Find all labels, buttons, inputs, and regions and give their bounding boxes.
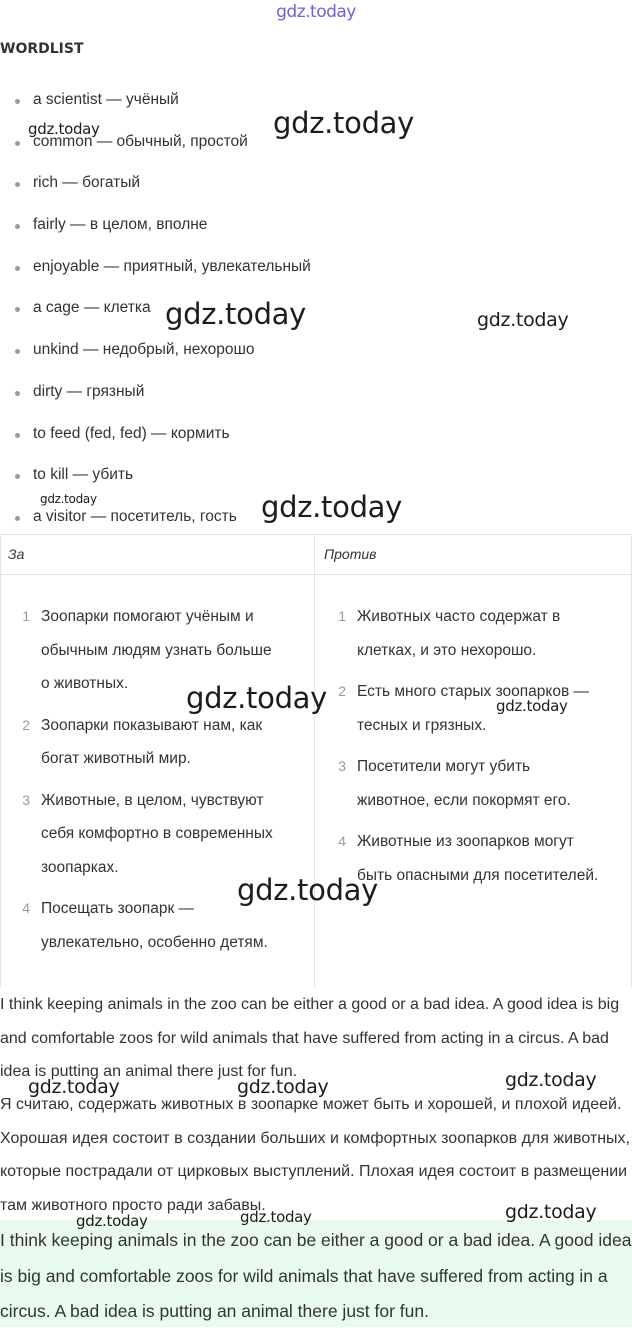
- watermark: gdz.today: [186, 681, 328, 715]
- wordlist-item-text: to kill — убить: [33, 466, 134, 484]
- wordlist-item: [0, 213, 400, 255]
- watermark: gdz.today: [28, 1076, 120, 1098]
- bullet-icon: [15, 224, 20, 229]
- wordlist-item-text: to feed (fed, fed) — кормить: [33, 424, 230, 442]
- wordlist-item-text: dirty — грязный: [33, 382, 145, 400]
- watermark: gdz.today: [165, 297, 307, 331]
- watermark: gdz.today: [76, 1212, 148, 1230]
- watermark: gdz.today: [496, 697, 568, 715]
- cons-header: Против: [324, 546, 377, 562]
- item-number: 3: [22, 791, 30, 808]
- wordlist-item-text: enjoyable — приятный, увлекательный: [33, 257, 311, 275]
- watermark: gdz.today: [240, 1208, 312, 1226]
- wordlist-item: [0, 171, 400, 213]
- watermark: gdz.today: [505, 1201, 597, 1223]
- watermark: gdz.today: [505, 1069, 597, 1091]
- bullet-icon: [15, 349, 20, 354]
- watermark: gdz.today: [237, 873, 379, 907]
- cons-item-line: Посетители могут убить: [357, 758, 531, 775]
- cons-item: [332, 675, 630, 742]
- cons-item-line: клетках, и это нехорошо.: [357, 641, 537, 659]
- cons-item-line: животное, если покормят его.: [357, 791, 571, 809]
- wordlist-item: [0, 422, 400, 464]
- table-header-divider: [0, 574, 632, 575]
- item-number: 1: [22, 608, 30, 624]
- pros-header: За: [8, 546, 25, 562]
- wordlist-item-text: rich — богатый: [33, 174, 141, 192]
- cons-item-line: Животные из зоопарков могут: [357, 833, 574, 850]
- table-column-divider: [314, 534, 315, 988]
- pros-item-line: Животные, в целом, чувствуют: [41, 791, 264, 809]
- pros-item-line: увлекательно, особенно детям.: [41, 933, 268, 951]
- bullet-icon: [15, 307, 20, 312]
- wordlist-item: [0, 338, 400, 380]
- pros-cons-table: [0, 534, 632, 988]
- wordlist-item-text: fairly — в целом, вполне: [33, 216, 208, 234]
- wordlist-item: [0, 380, 400, 422]
- watermark: gdz.today: [273, 106, 415, 140]
- cons-list: [332, 600, 630, 892]
- cons-item: [332, 600, 630, 667]
- watermark: gdz.today: [40, 492, 97, 506]
- pros-item-line: обычным людям узнать больше: [41, 641, 272, 659]
- watermark: gdz.today: [477, 309, 569, 331]
- wordlist-item-text: a visitor — посетитель, гость: [33, 507, 237, 525]
- item-number: 3: [338, 758, 346, 774]
- bullet-icon: [15, 141, 20, 146]
- item-number: 1: [338, 608, 346, 624]
- item-number: 2: [338, 683, 346, 699]
- bullet-icon: [15, 99, 20, 104]
- bullet-icon: [15, 266, 20, 271]
- watermark: gdz.today: [28, 120, 100, 138]
- table-top-border: [0, 534, 632, 535]
- pros-item: [16, 709, 311, 776]
- bullet-icon: [15, 433, 20, 438]
- watermark: gdz.today: [237, 1076, 329, 1098]
- pros-item-line: себя комфортно в современных: [41, 825, 273, 842]
- wordlist-item-text: common — обычный, простой: [33, 132, 248, 150]
- cons-item-line: тесных и грязных.: [357, 716, 487, 734]
- essay-russian: Я считаю, содержать животных в зоопарке может быть и хорошей, и плохой идеей. Хорошая идея состоит в создании больших и комфортных зоопарков для животных, которые пострадали от цирковых выступлений. Плохая идея состоит в размещении там животного просто ради забавы.: [0, 1096, 630, 1214]
- wordlist-item-text: unkind — недобрый, нехорошо: [33, 341, 255, 359]
- cons-item-line: быть опасными для посетителей.: [357, 866, 599, 884]
- watermark: gdz.today: [261, 490, 403, 524]
- wordlist-item-text: a scientist — учёный: [33, 91, 179, 108]
- wordlist-item-text: a cage — клетка: [33, 299, 151, 317]
- pros-item-line: Зоопарки показывают нам, как: [41, 716, 263, 734]
- bullet-icon: [15, 474, 20, 479]
- pros-item-line: Посещать зоопарк —: [41, 900, 195, 917]
- pros-item-line: о животных.: [41, 675, 129, 692]
- cons-item-line: Животных часто содержат в: [357, 608, 561, 625]
- item-number: 4: [338, 833, 346, 849]
- wordlist-item: [0, 255, 400, 297]
- answer-box: [0, 1220, 632, 1327]
- site-logo[interactable]: gdz.today: [276, 2, 356, 22]
- bullet-icon: [15, 182, 20, 187]
- pros-item-line: Зоопарки помогают учёным и: [41, 608, 254, 625]
- bullet-icon: [15, 391, 20, 396]
- cons-item: [332, 750, 630, 817]
- item-number: 2: [22, 716, 30, 733]
- bullet-icon: [15, 516, 20, 521]
- cons-item-line: Есть много старых зоопарков —: [357, 683, 590, 700]
- answer-text: I think keeping animals in the zoo can be either a good or a bad idea. A good idea is big and comfortable zoos for wild animals that have suffered from acting in a circus. A bad idea is putting an animal there just for fun.: [0, 1230, 632, 1321]
- essay-english: I think keeping animals in the zoo can be either a good or a bad idea. A good idea is big and comfortable zoos for wild animals that have suffered from acting in a circus. A bad idea is putting an animal there just for fun.: [0, 996, 620, 1080]
- pros-item: [16, 784, 311, 885]
- pros-item-line: богат животный мир.: [41, 750, 191, 767]
- table-left-border: [0, 534, 1, 988]
- wordlist-heading: WORDLIST: [0, 41, 84, 57]
- pros-item-line: зоопарках.: [41, 858, 119, 876]
- item-number: 4: [22, 900, 30, 916]
